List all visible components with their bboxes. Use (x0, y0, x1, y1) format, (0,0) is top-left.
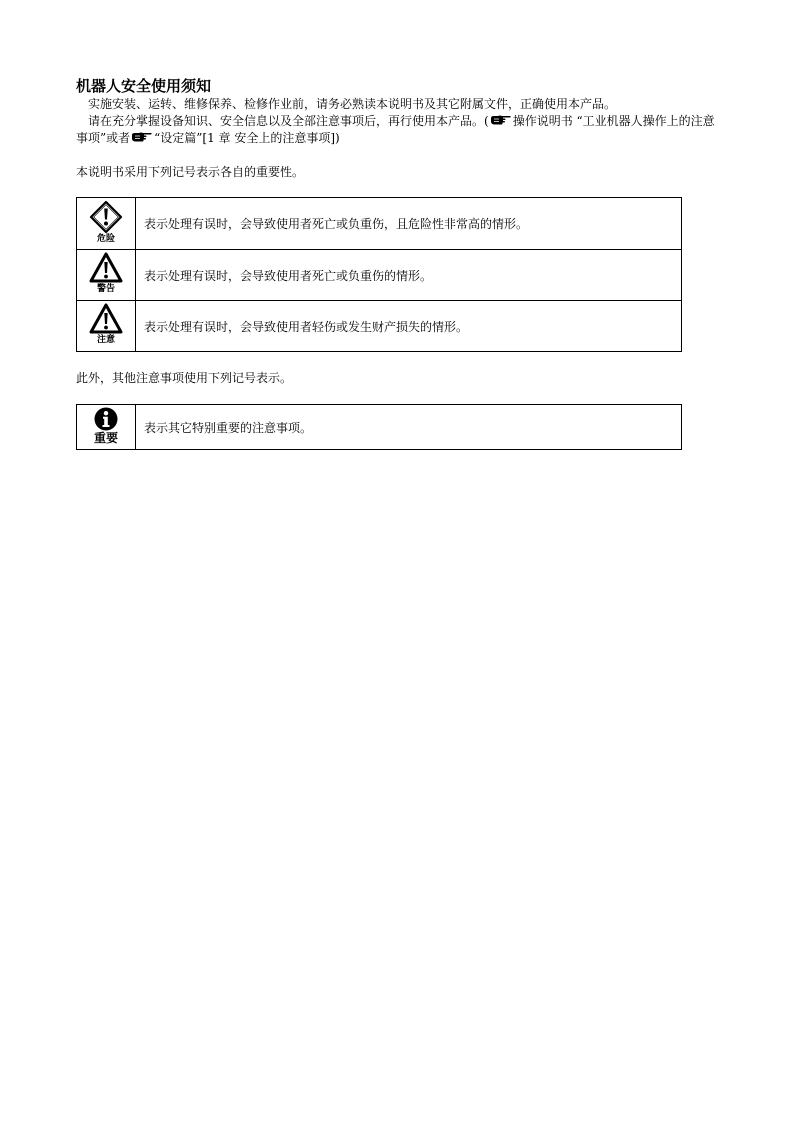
importance-symbols-table (76, 197, 682, 352)
danger-icon (89, 200, 123, 234)
table-row (77, 198, 682, 250)
symbol-description: 表示处理有误时，会导致使用者死亡或负重伤的情形。 (136, 250, 682, 301)
intro-paragraph-2 (76, 113, 726, 147)
other-symbols-intro: 此外，其他注意事项使用下列记号表示。 (76, 371, 293, 385)
document-page (76, 76, 726, 450)
caution-icon (89, 303, 123, 335)
symbol-label: 注意 (96, 335, 115, 345)
symbol-label: 警告 (96, 284, 115, 294)
table-row (77, 405, 682, 450)
symbol-cell (77, 250, 136, 301)
intro-paragraph-1: 实施安装、运转、维修保养、检修作业前，请务必熟读本说明书及其它附属文件，正确使用本产品。 (88, 97, 617, 111)
paragraph-2-part-2: 操作说明书 “工业机器人操作上的注意事项”或者 (76, 114, 715, 145)
table-row (77, 301, 682, 352)
paragraph-2-part-3: “设定篇”[1 章 安全上的注意事项]) (154, 131, 340, 145)
table-row (77, 250, 682, 301)
pointing-hand-icon (490, 114, 512, 126)
page-title: 机器人安全使用须知 (76, 77, 212, 95)
symbol-label: 危险 (96, 234, 115, 244)
symbol-cell (77, 301, 136, 352)
important-symbol-table (76, 404, 682, 450)
symbol-description: 表示处理有误时，会导致使用者轻伤或发生财产损失的情形。 (136, 301, 682, 352)
symbol-label: 重要 (93, 431, 118, 445)
info-icon (94, 407, 118, 431)
pointing-hand-icon (131, 131, 153, 143)
symbols-intro: 本说明书采用下列记号表示各自的重要性。 (76, 165, 305, 179)
symbol-cell (77, 405, 136, 450)
symbol-cell (77, 198, 136, 250)
warning-icon (89, 252, 123, 284)
symbol-description: 表示其它特别重要的注意事项。 (136, 405, 682, 450)
paragraph-2-part-1: 请在充分掌握设备知识、安全信息以及全部注意事项后，再行使用本产品。( (88, 114, 489, 128)
symbol-description: 表示处理有误时，会导致使用者死亡或负重伤，且危险性非常高的情形。 (136, 198, 682, 250)
